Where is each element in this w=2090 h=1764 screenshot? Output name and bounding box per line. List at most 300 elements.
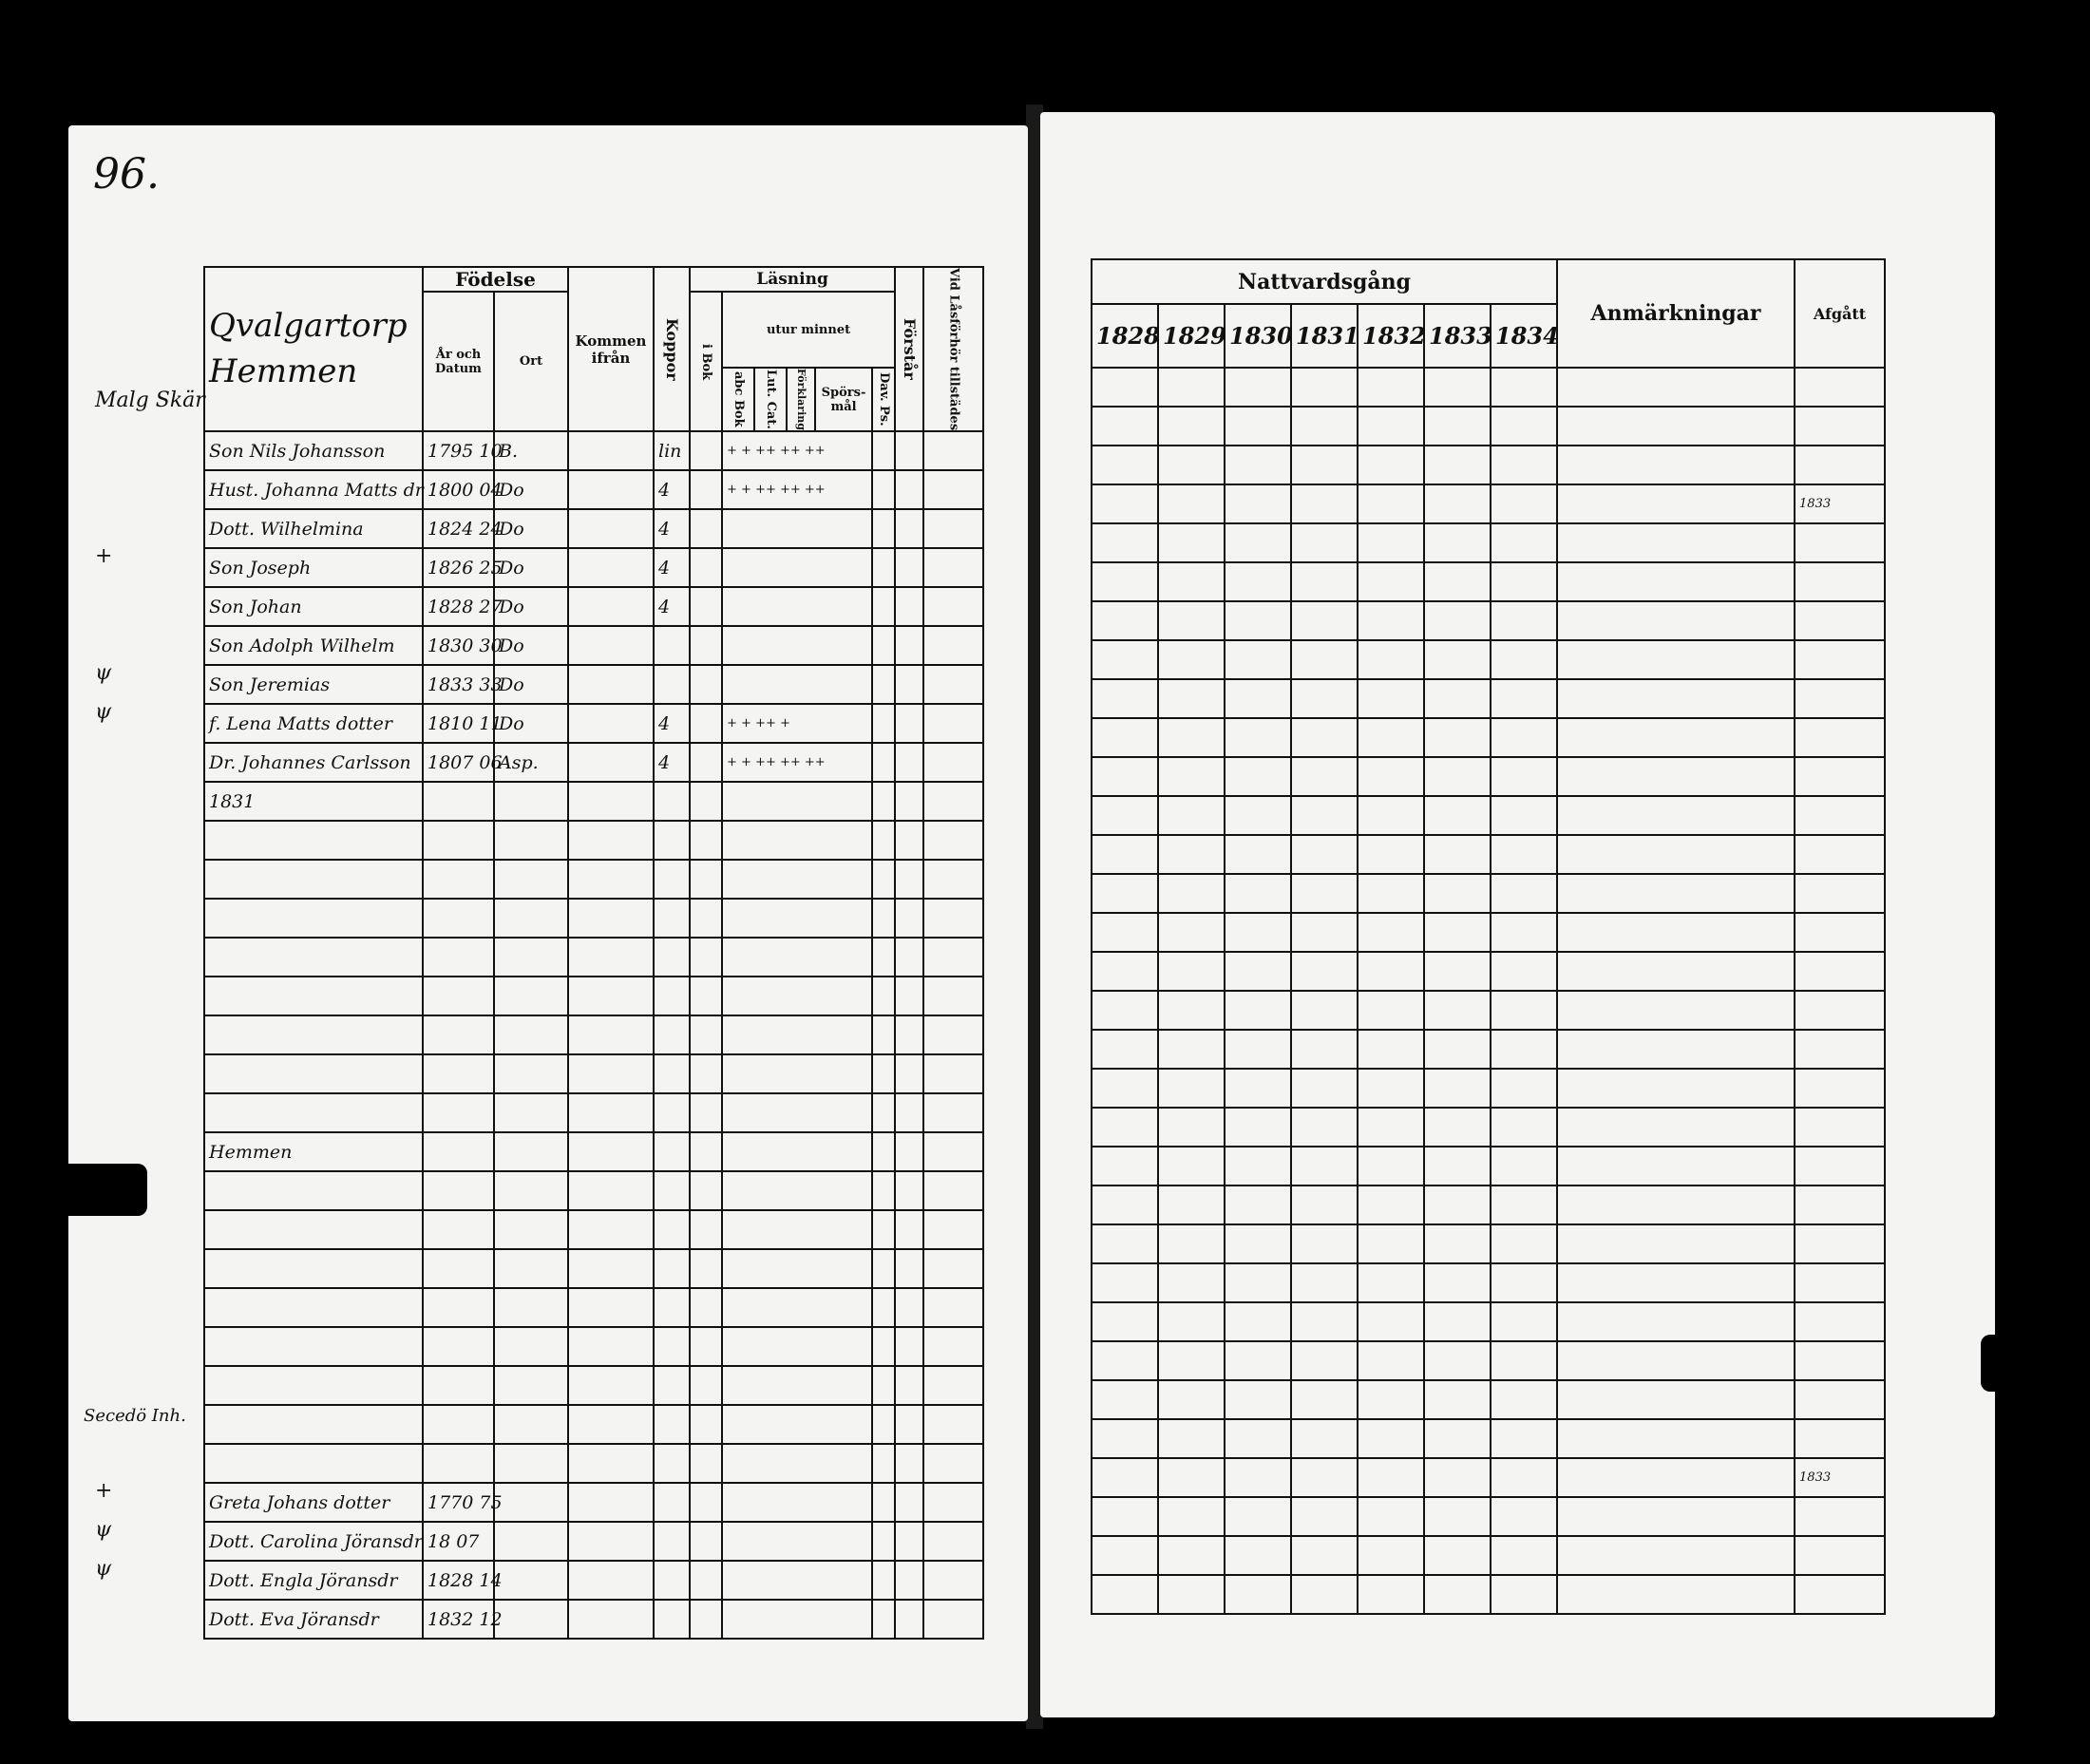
register-row [204,1483,983,1522]
communion-year-cell [1092,1224,1158,1263]
name-cell [204,1171,423,1210]
marks-cell [722,1522,872,1561]
communion-year-cell [1424,991,1491,1030]
communion-year-cell [1291,1419,1358,1458]
spors-mal-cell [872,860,895,899]
communion-year-cell [1424,1302,1491,1341]
communion-year-cell [1291,718,1358,757]
i-bok-cell [690,1210,722,1249]
communion-row [1092,1263,1885,1302]
birth-cell [423,1054,494,1093]
communion-year-cell [1092,368,1158,407]
right-page-tab [1981,1335,2038,1392]
dav-ps-cell [895,665,923,704]
name-cell: Son Johan [204,587,423,626]
name-cell [204,1366,423,1405]
communion-year-cell [1491,562,1557,601]
communion-year-cell [1424,1185,1491,1224]
communion-year-cell [1092,796,1158,835]
communion-year-cell [1092,484,1158,523]
dav-ps-cell [895,782,923,821]
communion-year-cell [1158,1380,1225,1419]
forstar-cell [923,1210,983,1249]
place-cell [494,1561,568,1600]
name-cell [204,1210,423,1249]
koppor-cell [654,821,690,860]
spors-mal-cell [872,1015,895,1054]
communion-year-cell [1358,952,1424,991]
forstar-cell [923,743,983,782]
communion-year-cell [1358,1458,1424,1497]
koppor-cell: 4 [654,548,690,587]
name-cell [204,1327,423,1366]
communion-year-cell [1491,835,1557,874]
communion-row [1092,679,1885,718]
forstar-cell [923,821,983,860]
anmarkningar-cell [1557,1302,1795,1341]
fodelse-header: Födelse [423,267,568,292]
birth-cell [423,1288,494,1327]
household-heading: Qvalgartorp Hemmen [204,267,423,431]
marks-cell [722,1171,872,1210]
dav-ps-cell [895,470,923,509]
communion-year-cell [1225,1380,1291,1419]
communion-year-cell [1424,407,1491,446]
communion-year-cell [1158,368,1225,407]
name-cell [204,1093,423,1132]
communion-year-cell [1291,991,1358,1030]
communion-year-cell [1291,835,1358,874]
communion-year-cell [1491,1030,1557,1069]
communion-row [1092,1341,1885,1380]
marks-cell [722,782,872,821]
marks-cell [722,587,872,626]
communion-year-cell [1291,1302,1358,1341]
communion-row [1092,1185,1885,1224]
communion-year-cell [1358,1380,1424,1419]
communion-year-cell [1424,1536,1491,1575]
afgatt-cell [1795,407,1885,446]
year-header-1833: 1833 [1424,304,1491,368]
afgatt-cell [1795,1108,1885,1147]
marks-cell [722,1054,872,1093]
abc-bok-header: abc Bok [722,368,754,431]
kommen-cell [568,1015,654,1054]
name-cell: Hust. Johanna Matts dr [204,470,423,509]
communion-year-cell [1491,640,1557,679]
communion-row [1092,1224,1885,1263]
spors-mal-cell [872,1405,895,1444]
communion-year-cell [1092,913,1158,952]
communion-year-cell [1291,484,1358,523]
birth-cell [423,1366,494,1405]
register-row [204,431,983,470]
kommen-cell [568,782,654,821]
afgatt-cell [1795,1419,1885,1458]
marks-cell [722,1249,872,1288]
kommen-cell [568,821,654,860]
dav-ps-cell [895,1015,923,1054]
communion-year-cell [1491,484,1557,523]
kommen-cell [568,509,654,548]
name-cell: 1831 [204,782,423,821]
place-cell [494,1210,568,1249]
i-bok-cell [690,470,722,509]
birth-cell [423,1327,494,1366]
name-cell [204,1249,423,1288]
marks-cell: + + ++ ++ ++ [722,431,872,470]
communion-year-cell [1291,913,1358,952]
koppor-cell [654,1015,690,1054]
anmarkningar-cell [1557,1185,1795,1224]
koppor-cell [654,1483,690,1522]
name-cell [204,1288,423,1327]
forstar-cell [923,1015,983,1054]
koppor-cell [654,1288,690,1327]
i-bok-cell [690,587,722,626]
communion-year-cell [1424,562,1491,601]
anmarkningar-cell [1557,1419,1795,1458]
communion-year-cell [1158,640,1225,679]
anmarkningar-cell [1557,1497,1795,1536]
communion-row [1092,1536,1885,1575]
communion-year-cell [1491,1302,1557,1341]
communion-year-cell [1424,601,1491,640]
anmarkningar-cell [1557,523,1795,562]
communion-row [1092,1419,1885,1458]
anmarkningar-cell [1557,601,1795,640]
communion-year-cell [1158,835,1225,874]
communion-year-cell [1491,446,1557,484]
spors-mal-header: Spörs-mål [815,368,872,431]
communion-year-cell [1225,562,1291,601]
communion-year-cell [1158,484,1225,523]
koppor-cell [654,899,690,938]
birth-cell [423,821,494,860]
marks-cell [722,860,872,899]
forstar-cell [923,860,983,899]
anmarkningar-cell [1557,562,1795,601]
communion-year-cell [1358,874,1424,913]
communion-year-cell [1092,1302,1158,1341]
place-cell [494,1483,568,1522]
dav-ps-cell [895,1405,923,1444]
kommen-cell [568,1093,654,1132]
afgatt-cell [1795,601,1885,640]
communion-year-cell [1158,1030,1225,1069]
communion-year-cell [1158,874,1225,913]
i-bok-cell [690,1561,722,1600]
forstar-cell [923,626,983,665]
kommen-cell [568,587,654,626]
register-row [204,1600,983,1639]
register-row [204,1288,983,1327]
communion-year-cell [1491,1380,1557,1419]
communion-year-cell [1225,1224,1291,1263]
lut-cat-header: Lut. Cat. [754,368,787,431]
communion-row [1092,991,1885,1030]
communion-row [1092,484,1885,523]
communion-year-cell [1158,562,1225,601]
name-cell: Dott. Eva Jöransdr [204,1600,423,1639]
birth-cell [423,1093,494,1132]
communion-year-cell [1158,1263,1225,1302]
name-cell [204,821,423,860]
communion-year-cell [1158,796,1225,835]
i-bok-cell [690,1327,722,1366]
i-bok-cell [690,626,722,665]
communion-year-cell [1424,1263,1491,1302]
communion-year-cell [1225,874,1291,913]
place-cell [494,977,568,1015]
anmarkningar-header: Anmärkningar [1557,259,1795,368]
i-bok-cell [690,782,722,821]
communion-row [1092,601,1885,640]
dav-ps-cell [895,1366,923,1405]
spors-mal-cell [872,1522,895,1561]
forstar-cell [923,938,983,977]
communion-year-cell [1358,1030,1424,1069]
anmarkningar-cell [1557,835,1795,874]
communion-year-cell [1424,446,1491,484]
koppor-cell [654,1366,690,1405]
dav-ps-cell [895,548,923,587]
dav-ps-cell [895,1093,923,1132]
register-row [204,626,983,665]
communion-year-cell [1158,991,1225,1030]
marks-cell [722,1405,872,1444]
communion-year-cell [1092,952,1158,991]
place-cell: Do [494,587,568,626]
communion-row [1092,1458,1885,1497]
kommen-cell [568,899,654,938]
koppor-cell: 4 [654,470,690,509]
i-bok-cell [690,548,722,587]
dav-ps-cell [895,1288,923,1327]
i-bok-cell [690,743,722,782]
communion-year-cell [1491,874,1557,913]
communion-year-cell [1158,601,1225,640]
spors-mal-cell [872,665,895,704]
communion-year-cell [1358,407,1424,446]
place-cell [494,1288,568,1327]
marks-cell: + + ++ + [722,704,872,743]
marks-cell [722,938,872,977]
dav-ps-cell [895,1444,923,1483]
dav-ps-cell [895,860,923,899]
communion-year-cell [1358,1224,1424,1263]
anmarkningar-cell [1557,1341,1795,1380]
anmarkningar-cell [1557,407,1795,446]
name-cell: Dr. Johannes Carlsson [204,743,423,782]
kommen-cell [568,743,654,782]
anmarkningar-cell [1557,757,1795,796]
communion-year-cell [1158,446,1225,484]
dav-ps-cell [895,1249,923,1288]
koppor-cell [654,782,690,821]
communion-row [1092,1147,1885,1185]
communion-year-cell [1092,1030,1158,1069]
communion-row [1092,1302,1885,1341]
kommen-cell [568,1249,654,1288]
birth-cell: 1810 11 [423,704,494,743]
communion-year-cell [1491,952,1557,991]
marks-cell [722,1093,872,1132]
page-number: 96. [93,150,160,199]
communion-year-cell [1424,1341,1491,1380]
afgatt-cell [1795,1302,1885,1341]
marks-cell [722,509,872,548]
vid-lasforhor-header: Vid Låsförhör tillstädes [923,267,983,431]
birth-cell [423,1444,494,1483]
koppor-cell [654,1249,690,1288]
marks-cell [722,1600,872,1639]
forstar-header: Förstår [895,267,923,431]
communion-year-cell [1291,796,1358,835]
communion-row [1092,640,1885,679]
spors-mal-cell [872,509,895,548]
i-bok-cell [690,1288,722,1327]
communion-year-cell [1225,1575,1291,1614]
communion-year-cell [1424,1380,1491,1419]
anmarkningar-cell [1557,1030,1795,1069]
forstar-cell [923,548,983,587]
marks-cell [722,899,872,938]
koppor-cell: 4 [654,704,690,743]
communion-year-cell [1225,991,1291,1030]
communion-year-cell [1291,523,1358,562]
register-row [204,665,983,704]
communion-year-cell [1291,1030,1358,1069]
birth-cell: 1795 10 [423,431,494,470]
name-cell: Son Joseph [204,548,423,587]
spors-mal-cell [872,704,895,743]
name-cell: Dott. Engla Jöransdr [204,1561,423,1600]
spors-mal-cell [872,431,895,470]
communion-year-cell [1158,1224,1225,1263]
i-bok-cell [690,938,722,977]
spors-mal-cell [872,899,895,938]
register-row [204,860,983,899]
left-page-tab [57,1164,147,1216]
place-cell [494,1405,568,1444]
communion-year-cell [1491,1224,1557,1263]
koppor-cell [654,1522,690,1561]
spors-mal-cell [872,1444,895,1483]
i-bok-cell [690,1366,722,1405]
place-cell: B. [494,431,568,470]
forstar-cell [923,431,983,470]
communion-row [1092,1030,1885,1069]
communion-year-cell [1092,757,1158,796]
koppor-cell [654,665,690,704]
kommen-cell [568,1600,654,1639]
communion-year-cell [1491,1536,1557,1575]
koppor-cell: 4 [654,743,690,782]
communion-year-cell [1291,1575,1358,1614]
forstar-cell [923,782,983,821]
i-bok-cell [690,1444,722,1483]
communion-year-cell [1158,1147,1225,1185]
afgatt-cell [1795,952,1885,991]
place-cell: Do [494,470,568,509]
birth-cell [423,938,494,977]
afgatt-cell [1795,1030,1885,1069]
kommen-cell [568,1522,654,1561]
afgatt-cell [1795,1263,1885,1302]
communion-year-cell [1491,1263,1557,1302]
name-cell [204,1054,423,1093]
i-bok-cell [690,899,722,938]
communion-year-cell [1424,368,1491,407]
communion-year-cell [1424,796,1491,835]
anmarkningar-cell [1557,1147,1795,1185]
communion-year-cell [1092,679,1158,718]
birth-cell: 1800 04 [423,470,494,509]
communion-row [1092,1108,1885,1147]
communion-year-cell [1491,523,1557,562]
kommen-cell [568,1054,654,1093]
ort-header: Ort [494,292,568,431]
birth-cell: 1833 33 [423,665,494,704]
communion-row [1092,874,1885,913]
communion-year-cell [1424,1458,1491,1497]
communion-year-cell [1291,601,1358,640]
margin-note: + [95,544,113,568]
communion-year-cell [1092,1263,1158,1302]
place-cell: Asp. [494,743,568,782]
forstar-cell [923,470,983,509]
place-cell [494,1327,568,1366]
name-cell: Dott. Carolina Jöransdr [204,1522,423,1561]
spors-mal-cell [872,1210,895,1249]
dav-ps-cell [895,1522,923,1561]
name-cell [204,860,423,899]
communion-year-cell [1424,913,1491,952]
register-row [204,548,983,587]
afgatt-cell [1795,1497,1885,1536]
margin-note: ψ [95,700,112,724]
anmarkningar-cell [1557,1224,1795,1263]
afgatt-cell [1795,835,1885,874]
communion-year-cell [1092,1341,1158,1380]
afgatt-cell [1795,913,1885,952]
birth-cell: 1807 06 [423,743,494,782]
communion-year-cell [1358,796,1424,835]
koppor-cell: lin [654,431,690,470]
communion-year-cell [1358,640,1424,679]
koppor-cell [654,938,690,977]
birth-cell: 1828 27 [423,587,494,626]
i-bok-cell [690,1600,722,1639]
afgatt-cell [1795,1380,1885,1419]
spors-mal-cell [872,1288,895,1327]
communion-year-cell [1291,1341,1358,1380]
forstar-cell [923,587,983,626]
dav-ps-cell [895,1483,923,1522]
anmarkningar-cell [1557,952,1795,991]
afgatt-cell [1795,991,1885,1030]
communion-year-cell [1491,796,1557,835]
place-cell [494,1171,568,1210]
afgatt-cell [1795,368,1885,407]
register-row [204,1405,983,1444]
marks-cell: + + ++ ++ ++ [722,743,872,782]
margin-note: ψ [95,1557,112,1581]
birth-cell [423,1405,494,1444]
birth-cell: 1770 75 [423,1483,494,1522]
birth-cell [423,899,494,938]
